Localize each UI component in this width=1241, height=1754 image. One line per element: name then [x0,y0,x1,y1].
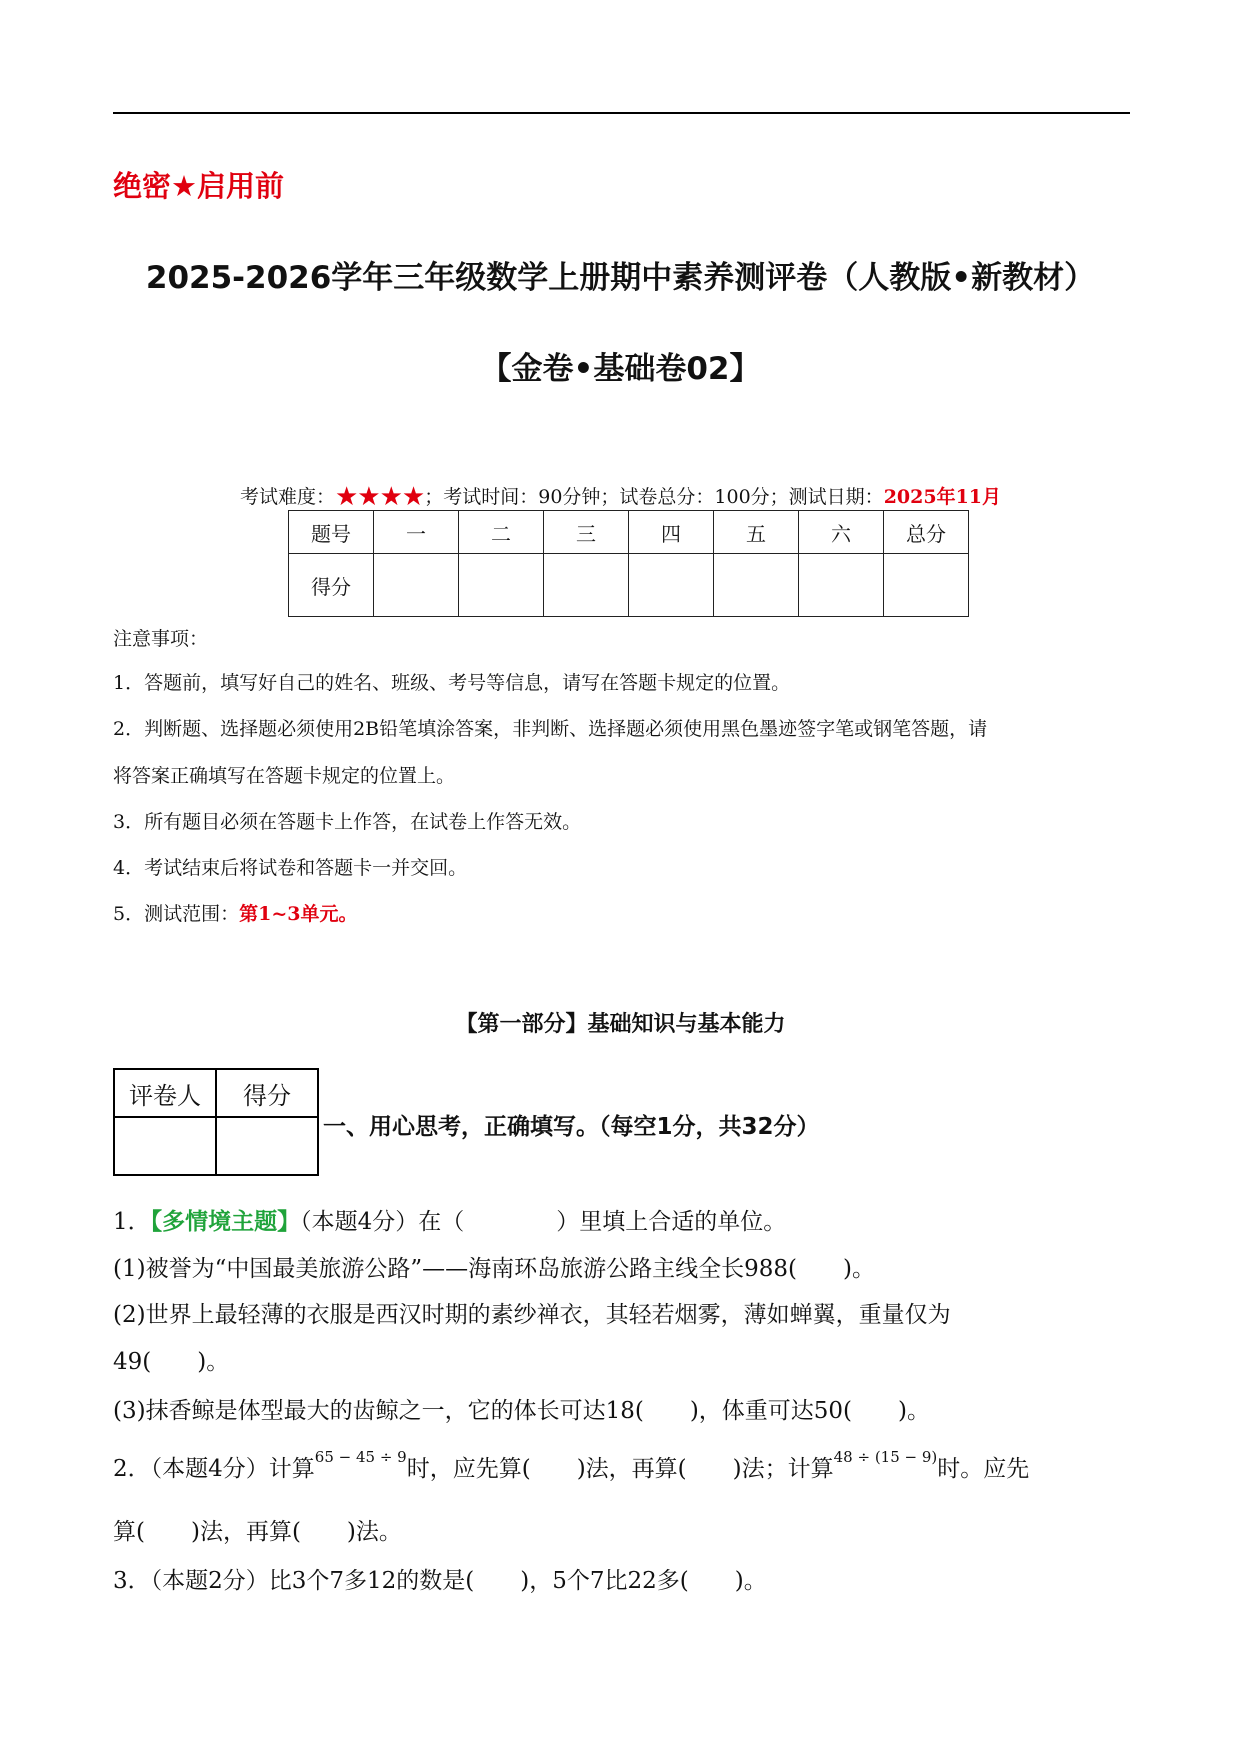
score-cell[interactable] [374,554,459,617]
question-text: 时。应先 [937,1456,1030,1482]
range-value: 第1~3单元 [239,903,339,925]
score-cell[interactable] [544,554,629,617]
note-item: 将答案正确填写在答题卡规定的位置上。 [113,765,456,787]
range-prefix: 5．测试范围： [113,903,240,925]
grader-cell[interactable] [216,1117,318,1175]
difficulty-label: 考试难度： [239,486,335,508]
question-2 [113,1448,1029,1483]
question-1-1: (1)被誉为“中国最美旅游公路”——海南环岛旅游公路主线全长988( )。 [113,1256,875,1282]
exam-meta [0,482,1241,512]
exam-date: 2025年11月 [883,486,1002,508]
score-header-cell: 五 [714,511,799,554]
question-text: 时，应先算( )法，再算( )法；计算 [406,1456,834,1482]
question-text: 2．（本题4分）计算 [113,1456,315,1482]
score-table [288,510,969,617]
score-header-cell: 题号 [289,511,374,554]
exam-subtitle: 【金卷•基础卷02】 [480,351,761,387]
question-tag: 【多情境主题】 [150,1209,301,1235]
note-item-range [113,899,357,926]
question-text: （本题4分）在（ ）里填上合适的单位。 [300,1209,787,1235]
expression-1: 65 − 45 ÷ 9 [314,1448,407,1466]
exam-title: 2025-2026学年三年级数学上册期中素养测评卷（人教版•新教材） [145,260,1096,296]
difficulty-stars-icon: ★★★★ [335,482,425,512]
score-row-label: 得分 [289,554,374,617]
question-2-cont: 算( )法，再算( )法。 [113,1519,402,1545]
score-cell[interactable] [459,554,544,617]
question-1 [113,1203,786,1236]
grader-header: 得分 [216,1069,318,1117]
confidential-label: 绝密★启用前 [113,169,284,203]
part-title: 【第一部分】基础知识与基本能力 [455,1012,786,1037]
note-item: 2．判断题、选择题必须使用2B铅笔填涂答案，非判断、选择题必须使用黑色墨迹签字笔或钢笔答题，请 [113,718,988,740]
grader-table [113,1068,319,1176]
score-cell[interactable] [629,554,714,617]
grader-header: 评卷人 [114,1069,216,1117]
question-1-2: (2)世界上最轻薄的衣服是西汉时期的素纱禅衣，其轻若烟雾，薄如蝉翼，重量仅为 [113,1302,951,1328]
score-header-cell: 二 [459,511,544,554]
range-suffix: 。 [338,903,358,925]
score-cell[interactable] [714,554,799,617]
note-item: 1．答题前，填写好自己的姓名、班级、考号等信息，请写在答题卡规定的位置。 [113,672,791,694]
note-item: 4．考试结束后将试卷和答题卡一并交回。 [113,857,468,879]
notes-heading: 注意事项： [113,628,209,650]
time-label: ；考试时间：90分钟；试卷总分：100分；测试日期： [424,486,884,508]
score-header-cell: 六 [799,511,884,554]
score-header-cell: 四 [629,511,714,554]
question-1-2-cont: 49( )。 [113,1349,230,1375]
score-cell[interactable] [884,554,969,617]
grader-cell[interactable] [114,1117,216,1175]
header-rule [113,112,1130,114]
score-header-cell: 一 [374,511,459,554]
question-number: 1． [113,1209,151,1235]
expression-2: 48 ÷ (15 − 9) [833,1448,938,1466]
question-1-3: (3)抹香鲸是体型最大的齿鲸之一，它的体长可达18( )，体重可达50( )。 [113,1398,931,1424]
section-title: 一、用心思考，正确填写。（每空1分，共32分） [323,1114,820,1140]
note-item: 3．所有题目必须在答题卡上作答，在试卷上作答无效。 [113,811,582,833]
score-cell[interactable] [799,554,884,617]
score-header-cell: 三 [544,511,629,554]
question-3: 3．（本题2分）比3个7多12的数是( )，5个7比22多( )。 [113,1568,767,1594]
score-header-cell: 总分 [884,511,969,554]
